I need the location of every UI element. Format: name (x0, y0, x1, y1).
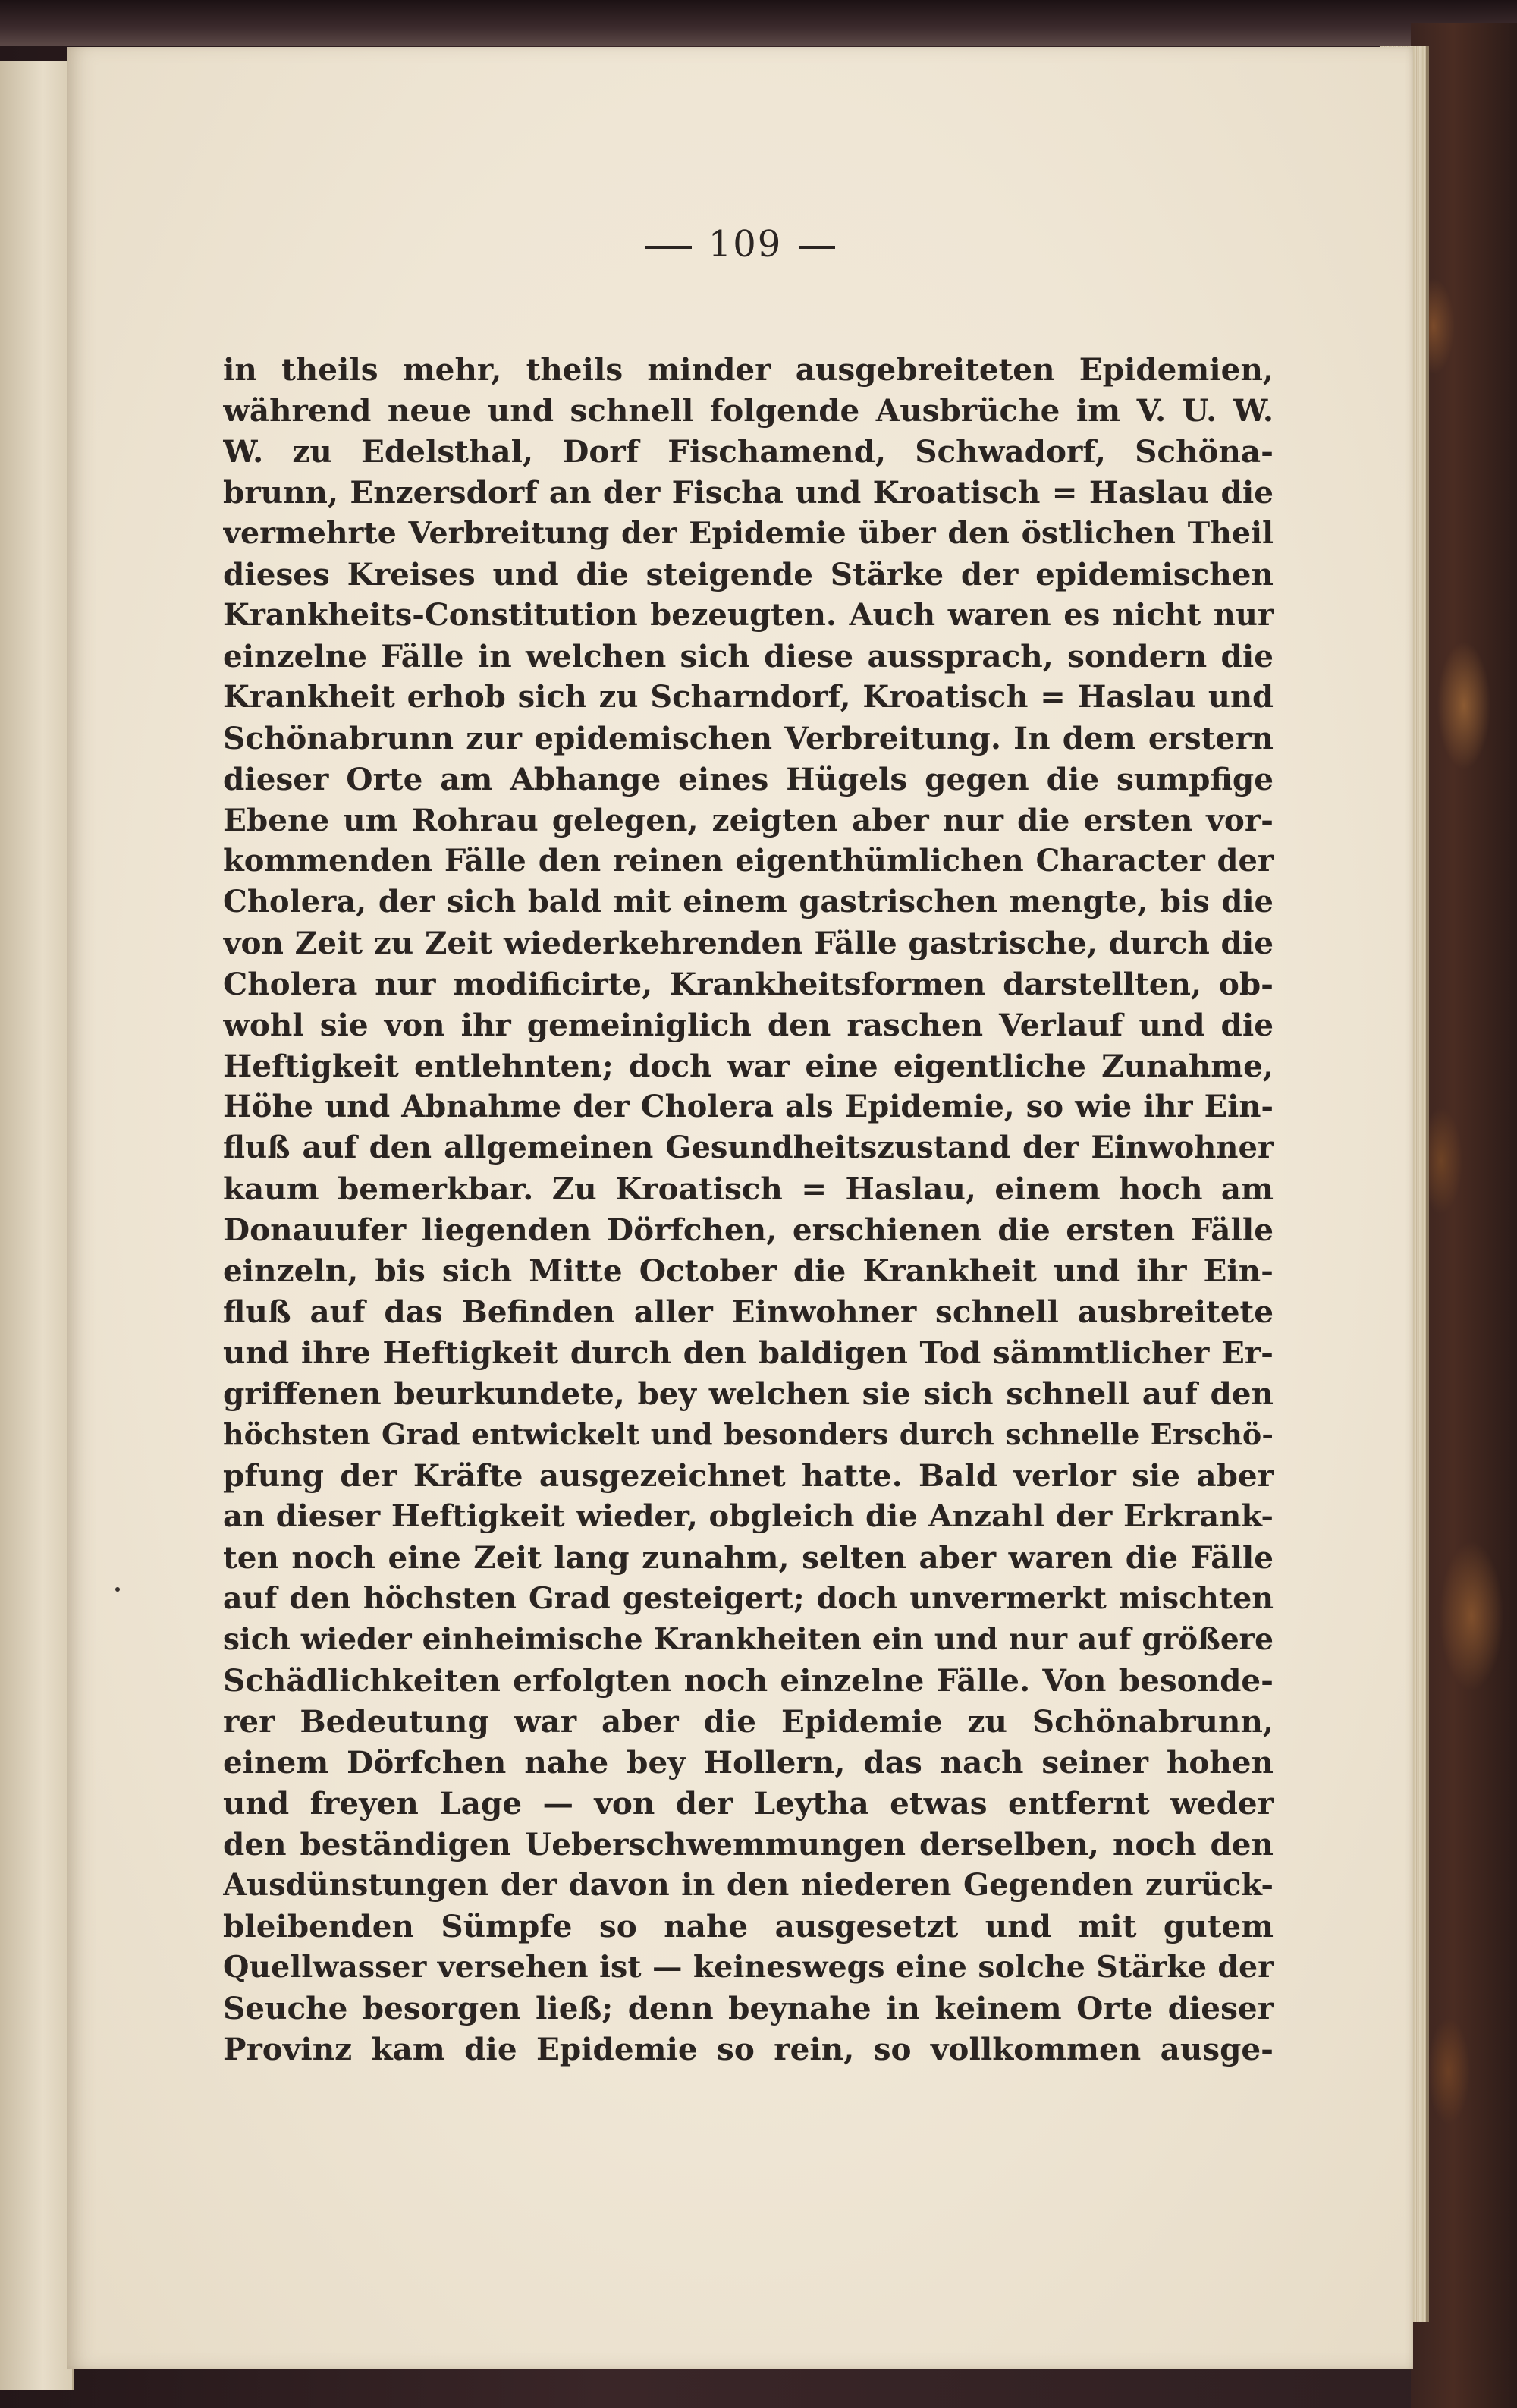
header-dash-left (645, 246, 692, 249)
text-line: Höhe und Abnahme der Cholera als Epidemie, so wie ihr Ein- (223, 1089, 1274, 1124)
text-line: vermehrte Verbreitung der Epidemie über den östlichen Theil (223, 516, 1274, 551)
text-line: bleibenden Sümpfe so nahe ausgesetzt und mit gutem (223, 1908, 1274, 1944)
text-line: in theils mehr, theils minder ausgebreiteten Epidemien, (223, 351, 1274, 388)
book-page (67, 47, 1413, 2369)
book-top-edge (0, 0, 1517, 46)
text-line: Ausdünstungen der davon in den niederen Gegenden zurück- (223, 1867, 1274, 1903)
text-line: Heftigkeit entlehnten; doch war eine eigentliche Zunahme, (223, 1048, 1274, 1084)
left-page-edge (0, 61, 74, 2390)
text-line: pfung der Kräfte ausgezeichnet hatte. Bald verlor sie aber (223, 1457, 1274, 1494)
text-line: Quellwasser versehen ist — keineswegs eine solche Stärke der (223, 1950, 1274, 1985)
body-text (223, 349, 1274, 2070)
text-line: W. zu Edelsthal, Dorf Fischamend, Schwadorf, Schöna- (223, 433, 1274, 470)
text-line: fluß auf das Befinden aller Einwohner schnell ausbreitete (223, 1294, 1274, 1330)
text-line: griffenen beurkundete, bey welchen sie sich schnell auf den (223, 1375, 1274, 1412)
text-line: Schädlichkeiten erfolgten noch einzelne Fälle. Von besonde- (223, 1662, 1274, 1699)
text-line: von Zeit zu Zeit wiederkehrenden Fälle gastrische, durch die (223, 925, 1274, 961)
text-line: wohl sie von ihr gemeiniglich den raschen Verlauf und die (223, 1007, 1274, 1043)
text-line: kaum bemerkbar. Zu Kroatisch = Haslau, einem hoch am (223, 1171, 1274, 1207)
text-line: rer Bedeutung war aber die Epidemie zu Schönabrunn, (223, 1703, 1274, 1740)
text-line: und ihre Heftigkeit durch den baldigen Tod sämmtlicher Er- (223, 1334, 1274, 1371)
text-line: einzeln, bis sich Mitte October die Krankheit und ihr Ein- (223, 1253, 1274, 1289)
text-line: den beständigen Ueberschwemmungen derselben, noch den (223, 1826, 1274, 1863)
page-header (67, 223, 1413, 266)
text-line: Seuche besorgen ließ; denn beynahe in keinem Orte dieser (223, 1990, 1274, 2026)
text-line: Provinz kam die Epidemie so rein, so vollkommen ausge- (223, 2031, 1274, 2067)
text-line: Donauufer liegenden Dörfchen, erschienen die ersten Fälle (223, 1212, 1274, 1248)
text-line: auf den höchsten Grad gesteigert; doch unvermerkt mischten (223, 1581, 1274, 1616)
text-line: Cholera nur modificirte, Krankheitsformen darstellten, ob- (223, 966, 1274, 1002)
text-line: und freyen Lage — von der Leytha etwas entfernt weder (223, 1785, 1274, 1822)
text-line: brunn, Enzersdorf an der Fischa und Kroatisch = Haslau die (223, 474, 1274, 511)
text-line: während neue und schnell folgende Ausbrüche im V. U. W. (223, 392, 1274, 429)
text-line: dieses Kreises und die steigende Stärke der epidemischen (223, 556, 1274, 593)
text-line: fluß auf den allgemeinen Gesundheitszustand der Einwohner (223, 1130, 1274, 1165)
text-line: sich wieder einheimische Krankheiten ein und nur auf größere (223, 1622, 1274, 1657)
header-dash-right (799, 246, 835, 249)
text-line: Ebene um Rohrau gelegen, zeigten aber nur die ersten vor- (223, 802, 1274, 838)
text-line: einzelne Fälle in welchen sich diese aussprach, sondern die (223, 638, 1274, 674)
text-line: ten noch eine Zeit lang zunahm, selten aber waren die Fälle (223, 1539, 1274, 1576)
text-line: an dieser Heftigkeit wieder, obgleich die Anzahl der Erkrank- (223, 1498, 1274, 1534)
page-number: 109 (708, 223, 783, 266)
text-line: kommenden Fälle den reinen eigenthümlichen Character der (223, 843, 1274, 879)
text-line: dieser Orte am Abhange eines Hügels gegen die sumpfige (223, 761, 1274, 797)
text-line: einem Dörfchen nahe bey Hollern, das nach seiner hohen (223, 1744, 1274, 1781)
paper-speck (115, 1587, 120, 1592)
text-line: höchsten Grad entwickelt und besonders durch schnelle Erschö- (223, 1417, 1274, 1451)
text-line: Cholera, der sich bald mit einem gastrischen mengte, bis die (223, 884, 1274, 920)
text-line: Krankheit erhob sich zu Scharndorf, Kroatisch = Haslau und (223, 679, 1274, 715)
text-line: Krankheits-Constitution bezeugten. Auch waren es nicht nur (223, 597, 1274, 633)
text-line: Schönabrunn zur epidemischen Verbreitung. In dem erstern (223, 720, 1274, 756)
